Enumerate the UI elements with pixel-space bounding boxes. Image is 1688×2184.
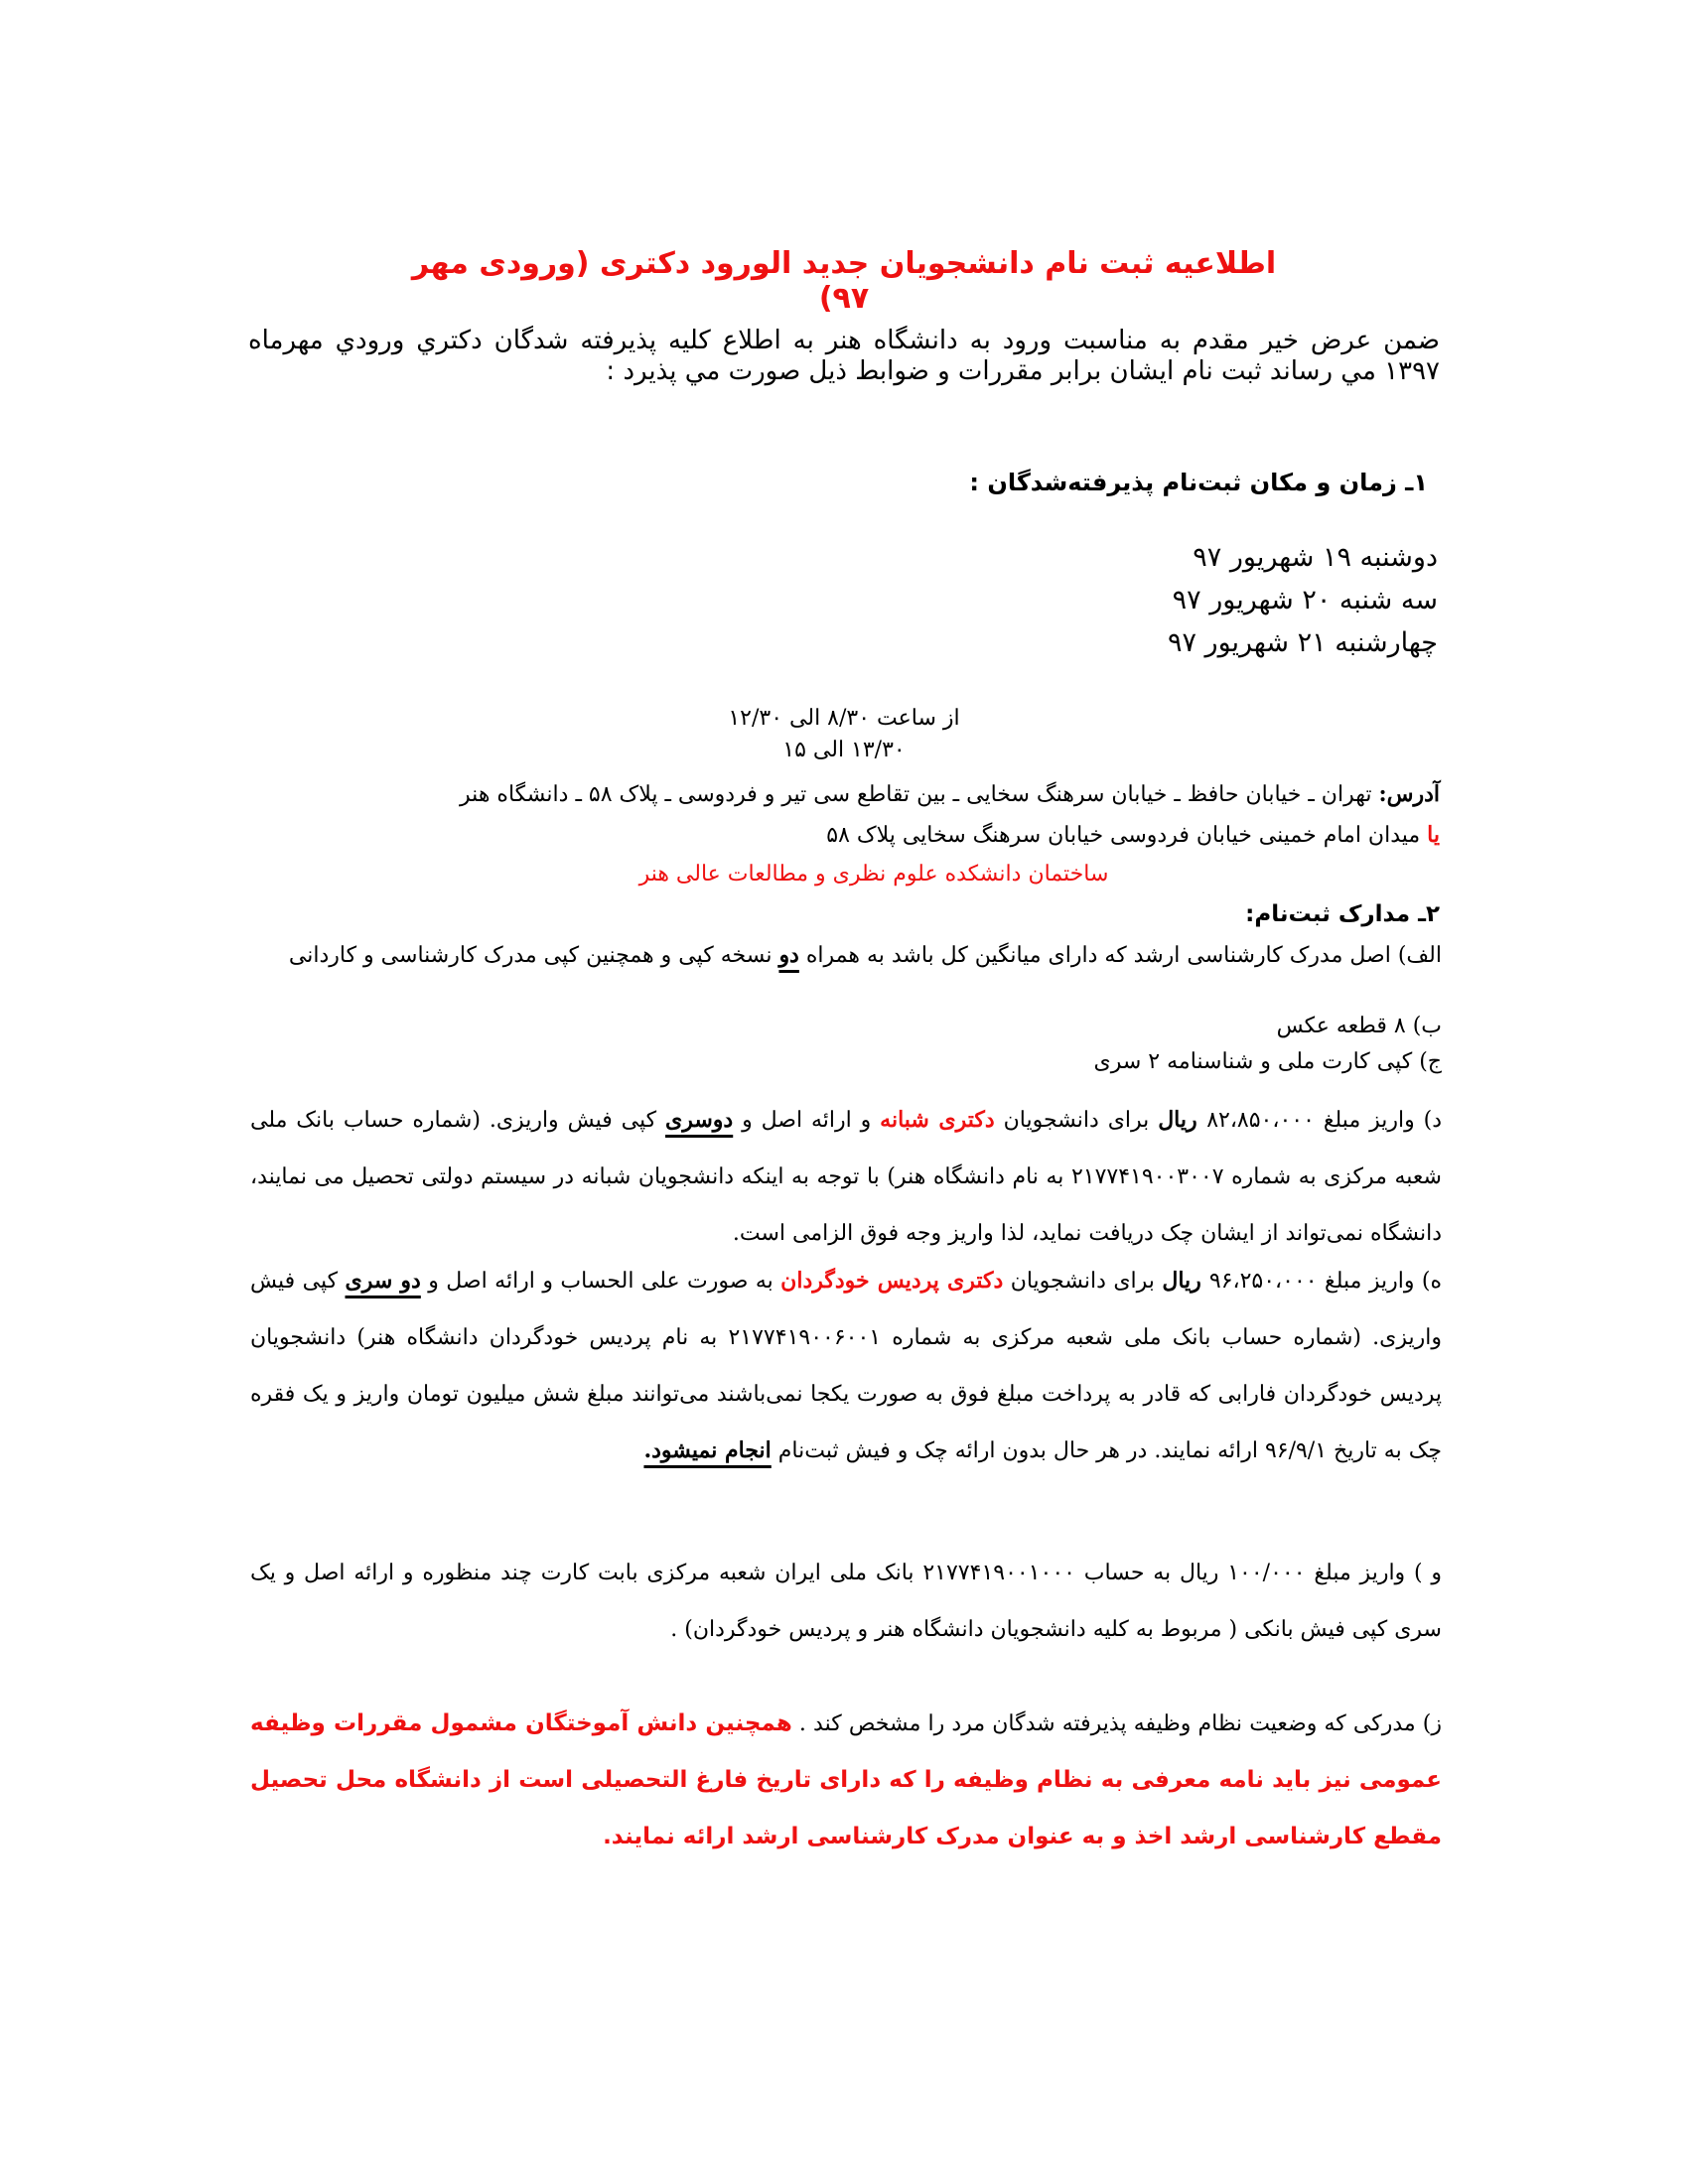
underlined-word: دو [778, 942, 799, 968]
requirement-ze [250, 1696, 1442, 1865]
address-text: تهران ـ خیابان حافظ ـ خیابان سرهنگ سخایی ـ بین تقاطع سی تیر و فردوسی ـ پلاک ۵۸ ـ دانشگاه هنر [460, 782, 1379, 807]
alt-address-text: میدان امام خمینی خیابان فردوسی خیابان سرهنگ سخایی پلاک ۵۸ [826, 823, 1428, 848]
hours-afternoon: ۱۳/۳۰ الی ۱۵ [782, 738, 906, 762]
page-title: اطلاعیه ثبت نام دانشجویان جدید الورود دکتری (ورودی مهر ۹۷) [411, 246, 1277, 316]
requirement-text: ز) مدرکی که وضعیت نظام وظیفه پذیرفته شدگان مرد را مشخص کند . [791, 1711, 1442, 1736]
currency-unit: ریال [1162, 1268, 1209, 1294]
registration-hours [596, 703, 1092, 766]
requirement-jim: ج) کپی کارت ملی و شناسنامه ۲ سری [1093, 1049, 1442, 1074]
day-item: چهارشنبه ۲۱ شهریور ۹۷ [1167, 627, 1438, 658]
requirement-text: ه) واریز مبلغ [1317, 1269, 1443, 1294]
requirement-alef [250, 935, 1442, 976]
hours-morning: از ساعت ۸/۳۰ الی ۱۲/۳۰ [728, 706, 960, 731]
requirement-he [250, 1253, 1442, 1479]
day-item: دوشنبه ۱۹ شهریور ۹۷ [1193, 542, 1438, 573]
address-label: آدرس: [1378, 781, 1440, 807]
requirement-text: کپی فیش واریزی. (شماره حساب بانک ملی شعبه مرکزی به شماره ۲۱۷۷۴۱۹۰۰۳۰۰۷ به نام دانشگاه هنر) با توجه به اینکه دانشجویان شبانه در سیستم دولتی تحصیل می نمایند، دانشگاه نمی‌تواند از ایشان چک دریافت نماید، لذا واریز وجه فوق الزامی است. [250, 1108, 1442, 1246]
requirement-text: د) واریز مبلغ [1314, 1108, 1443, 1133]
requirement-be: ب) ۸ قطعه عکس [1276, 1014, 1442, 1038]
registration-days [842, 536, 1438, 664]
building-name: ساختمان دانشکده علوم نظری و مطالعات عالی هنر [638, 862, 1109, 887]
program-name: دکتری پردیس خودگردان [780, 1268, 1004, 1294]
requirement-text: برای دانشجویان [1003, 1269, 1163, 1294]
intro-paragraph: ضمن عرض خیر مقدم به مناسبت ورود به دانشگاه هنر به اطلاع کلیه پذیرفته شدگان دکتري ورودي مهرماه ۱۳۹۷ مي رساند ثبت نام ایشان برابر مقررات و ضوابط ذیل صورت مي پذیرد : [248, 326, 1440, 386]
underlined-word: دوسری [665, 1107, 734, 1133]
requirement-text: نسخه کپی و همچنین کپی مدرک کارشناسی و کاردانی [288, 943, 779, 968]
program-name: دکتری شبانه [880, 1107, 995, 1133]
alt-address-line [248, 815, 1440, 856]
payment-amount: ۹۶،۲۵۰،۰۰۰ [1208, 1269, 1318, 1294]
requirement-dal [250, 1092, 1442, 1262]
requirement-text: الف) اصل مدرک کارشناسی ارشد که دارای میانگین کل باشد به همراه [798, 943, 1442, 968]
address-line [248, 774, 1440, 815]
requirement-text: برای دانشجویان [994, 1108, 1159, 1133]
address-block [248, 774, 1440, 856]
payment-amount: ۸۲،۸۵۰،۰۰۰ [1206, 1108, 1315, 1133]
currency-unit: ریال [1158, 1107, 1207, 1133]
section1-heading: ۱ـ زمان و مکان ثبت‌نام پذیرفته‌شدگان : [969, 469, 1428, 496]
requirement-text: به صورت علی الحساب و ارائه اصل و [420, 1269, 781, 1294]
requirement-text: کپی فیش واریزی. (شماره حساب بانک ملی شعبه مرکزی به شماره ۲۱۷۷۴۱۹۰۰۶۰۰۱ به نام پردیس خودگردان دانشگاه هنر) دانشجویان پردیس خودگردان فارابی که قادر به پرداخت مبلغ فوق به صورت یکجا نمی‌باشند می‌توانند مبلغ شش میلیون تومان واریز و یک فقره چک به تاریخ ۹۶/۹/۱ ارائه نمایند. در هر حال بدون ارائه چک و فیش ثبت‌نام [250, 1269, 1442, 1463]
or-label: یا [1427, 822, 1440, 848]
underlined-warning: انجام نمیشود. [643, 1437, 772, 1463]
section2-heading: ۲ـ مدارک ثبت‌نام: [1245, 901, 1440, 927]
requirement-text: و ارائه اصل و [733, 1108, 881, 1133]
military-service-note: همچنین دانش آموختگان مشمول مقررات وظیفه عمومی نیز باید نامه معرفی به نظام وظیفه را که دارای تاریخ فارغ التحصیلی است از دانشگاه محل تحصیل مقطع کارشناسی ارشد اخذ و به عنوان مدرک کارشناسی ارشد ارائه نمایند. [250, 1710, 1442, 1849]
requirement-vav: و ) واریز مبلغ ۱۰۰/۰۰۰ ریال به حساب ۲۱۷۷۴۱۹۰۰۱۰۰۰ بانک ملی ایران شعبه مرکزی بابت کارت چند منظوره و ارائه اصل و یک سری کپی فیش بانکی ( مربوط به کلیه دانشجویان دانشگاه هنر و پردیس خودگردان) . [250, 1561, 1443, 1642]
underlined-word: دو سری [345, 1268, 421, 1294]
day-item: سه شنبه ۲۰ شهریور ۹۷ [1172, 585, 1438, 615]
